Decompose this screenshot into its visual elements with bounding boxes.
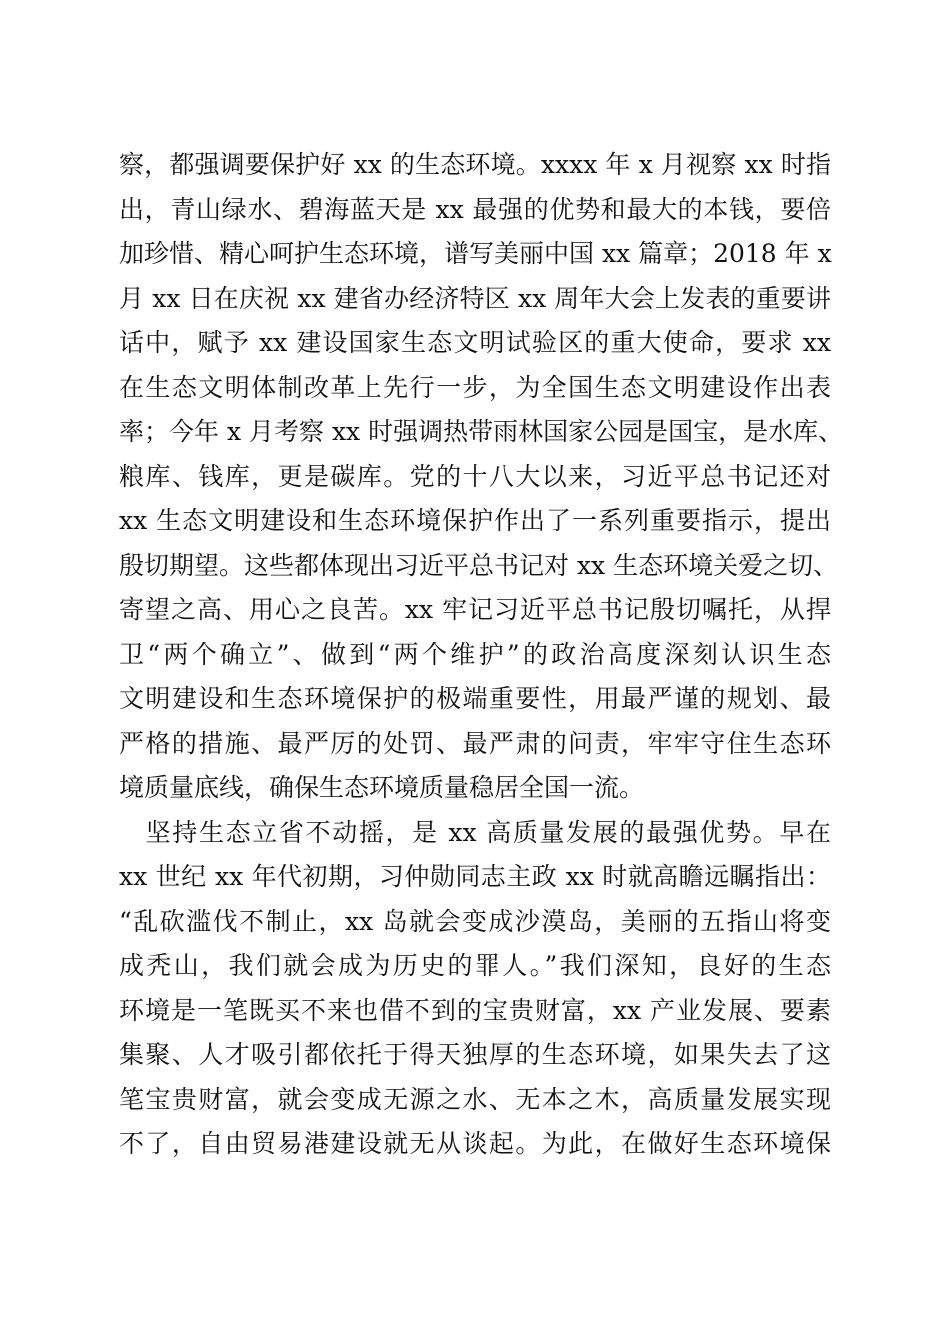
text-line: 不了，自由贸易港建设就无从谈起。为此，在做好生态环境保 — [119, 1129, 831, 1158]
text-line: 加珍惜、精心呵护生态环境，谱写美丽中国 xx 篇章；2018 年 x — [119, 239, 832, 268]
text-line: 成秃山，我们就会成为历史的罪人。”我们深知，良好的生态 — [119, 951, 831, 980]
text-line: 话中，赋予 xx 建设国家生态文明试验区的重大使命，要求 xx — [119, 328, 831, 357]
text-line: 集聚、人才吸引都依托于得天独厚的生态环境，如果失去了这 — [119, 1040, 831, 1069]
text-line: 月 xx 日在庆祝 xx 建省办经济特区 xx 周年大会上发表的重要讲 — [119, 283, 831, 313]
text-line: 在生态文明体制改革上先行一步，为全国生态文明建设作出表 — [119, 372, 831, 402]
text-line: 率；今年 x 月考察 xx 时强调热带雨林国家公园是国宝，是水库、 — [119, 417, 844, 446]
body-text — [119, 143, 844, 1167]
text-line: 严格的措施、最严厉的处罚、最严肃的问责，牢牢守住生态环 — [119, 728, 831, 758]
paragraph-last-line: 境质量底线，确保生态环境质量稳居全国一流。 — [119, 773, 645, 802]
text-line: 出，青山绿水、碧海蓝天是 xx 最强的优势和最大的本钱，要倍 — [119, 194, 831, 224]
text-line: xx 世纪 xx 年代初期，习仲勋同志主政 xx 时就高瞻远瞩指出： — [119, 862, 831, 891]
text-line: 寄望之高、用心之良苦。xx 牢记习近平总书记殷切嘱托，从捍 — [119, 595, 831, 624]
text-line: 殷切期望。这些都体现出习近平总书记对 xx 生态环境关爱之切、 — [119, 550, 839, 580]
text-line: “乱砍滥伐不制止，xx 岛就会变成沙漠岛，美丽的五指山将变 — [119, 906, 831, 936]
text-line: 粮库、钱库，更是碳库。党的十八大以来，习近平总书记还对 — [119, 461, 831, 491]
text-line: xx 生态文明建设和生态环境保护作出了一系列重要指示，提出 — [119, 506, 831, 535]
text-line: 察，都强调要保护好 xx 的生态环境。xxxx 年 x 月视察 xx 时指 — [119, 150, 831, 179]
text-line: 环境是一笔既买不来也借不到的宝贵财富，xx 产业发展、要素 — [119, 995, 831, 1025]
paragraph-first-line: 坚持生态立省不动摇，是 xx 高质量发展的最强优势。早在 — [119, 817, 831, 847]
text-line: 卫“两个确立”、做到“两个维护”的政治高度深刻认识生态 — [119, 639, 831, 669]
text-line: 文明建设和生态环境保护的极端重要性，用最严谨的规划、最 — [119, 684, 831, 713]
text-line: 笔宝贵财富，就会变成无源之水、无本之木，高质量发展实现 — [119, 1084, 831, 1114]
